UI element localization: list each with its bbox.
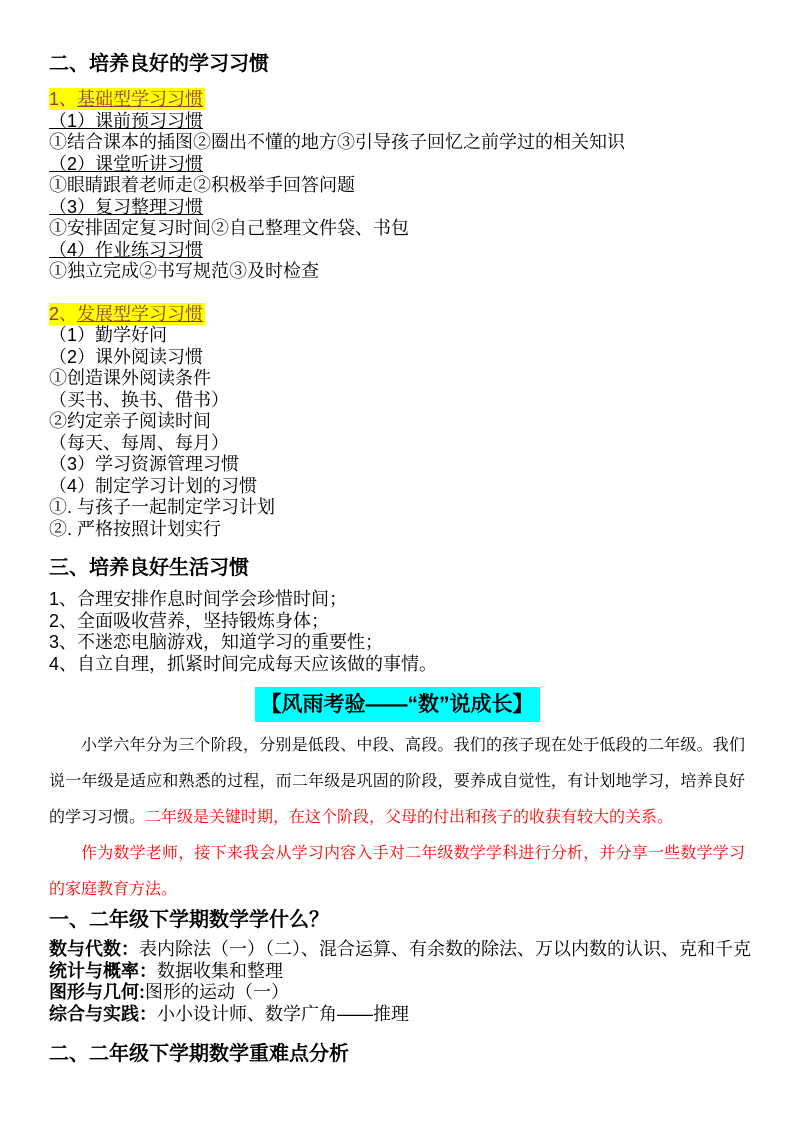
basic-habits-highlight (49, 88, 205, 110)
math-category-label: 统计与概率： (49, 960, 157, 981)
math-category-text: 图形的运动（一） (145, 982, 289, 1002)
development-habits-block (49, 304, 745, 541)
development-line: ①. 与孩子一起制定学习计划 (49, 497, 276, 517)
habit-item-detail: ①安排固定复习时间②自己整理文件袋、书包 (49, 218, 409, 238)
development-line: ①创造课外阅读条件 (49, 368, 211, 388)
development-line: （1）勤学好问 (49, 325, 168, 345)
life-habit-item: 1、合理安排作息时间学会珍惜时间； (49, 589, 348, 609)
math-category-label: 综合与实践： (49, 1003, 157, 1024)
habit-item-head: （4）作业练习习惯 (49, 239, 204, 260)
habit-item-detail: ①结合课本的插图②圈出不懂的地方③引导孩子回忆之前学过的相关知识 (49, 132, 625, 152)
basic-habits-heading-line (49, 89, 745, 111)
math-category-label: 数与代数： (49, 939, 139, 959)
math-category-text: 小小设计师、数学广角——推理 (157, 1003, 409, 1024)
habit-item-detail: ①眼睛跟着老师走②积极举手回答问题 (49, 175, 355, 195)
development-habits-heading-line (49, 304, 745, 326)
basic-habits-number: 1、 (49, 89, 78, 109)
life-habit-item: 2、全面吸收营养，坚持锻炼身体； (49, 610, 330, 631)
math-content-item (49, 982, 745, 1004)
intro-black-text: 小学六年分为三个阶段，分别是低段、中段、高段。我们的孩子现在处于低段的二年级。我们说一年级是适应和熟悉的过程，而二年级是巩固的阶段，要养成自觉性，有计划地学习，培养良好的学习习惯。 (49, 737, 745, 826)
development-line: （买书、换书、借书） (49, 389, 229, 410)
development-line: ②约定亲子阅读时间 (49, 411, 211, 431)
math-content-item (49, 961, 745, 983)
intro-paragraph (49, 728, 745, 836)
life-habit-item: 3、不迷恋电脑游戏，知道学习的重要性； (49, 632, 384, 652)
math-content-item (49, 1004, 745, 1026)
math-category-label: 图形与几何: (49, 982, 145, 1002)
development-habits-highlight (49, 303, 205, 325)
habit-item-head: （1）课前预习习惯 (49, 110, 204, 131)
banner-title: 【风雨考验——“数”说成长】 (255, 687, 540, 722)
development-habits-number: 2、 (49, 303, 78, 324)
habit-item-head: （2）课堂听讲习惯 (49, 153, 204, 174)
intro-red-emphasis: 二年级是关键时期，在这个阶段，父母的付出和孩子的收获有较大的关系。 (145, 809, 674, 826)
section-title-math-content: 一、二年级下学期数学学什么？ (49, 909, 329, 931)
math-category-text: 表内除法（一）（二）、混合运算、有余数的除法、万以内数的认识、克和千克 (139, 939, 751, 959)
development-line: （3）学习资源管理习惯 (49, 454, 240, 474)
math-content-item (49, 939, 751, 961)
habit-item-detail: ①独立完成②书写规范③及时检查 (49, 261, 319, 281)
life-habit-item: 4、自立自理，抓紧时间完成每天应该做的事情。 (49, 653, 438, 674)
development-line: （2）课外阅读习惯 (49, 346, 204, 367)
math-category-text: 数据收集和整理 (157, 960, 283, 981)
basic-habits-title: 基础型学习习惯 (77, 89, 204, 109)
development-habits-title: 发展型学习习惯 (77, 303, 204, 324)
section-title-study-habits: 二、培养良好的学习习惯 (49, 53, 269, 75)
section-title-math-difficulty: 二、二年级下学期数学重难点分析 (49, 1043, 349, 1065)
development-line: （每天、每周、每月） (49, 432, 229, 453)
habit-item-head: （3）复习整理习惯 (49, 196, 204, 217)
teacher-note-paragraph: 作为数学老师，接下来我会从学习内容入手对二年级数学学科进行分析，并分享一些数学学习的家庭教育方法。 (49, 845, 745, 898)
development-line: （4）制定学习计划的习惯 (49, 475, 258, 496)
section-title-life-habits: 三、培养良好生活习惯 (49, 557, 249, 579)
development-line: ②. 严格按照计划实行 (49, 518, 222, 539)
banner-row (49, 687, 745, 722)
